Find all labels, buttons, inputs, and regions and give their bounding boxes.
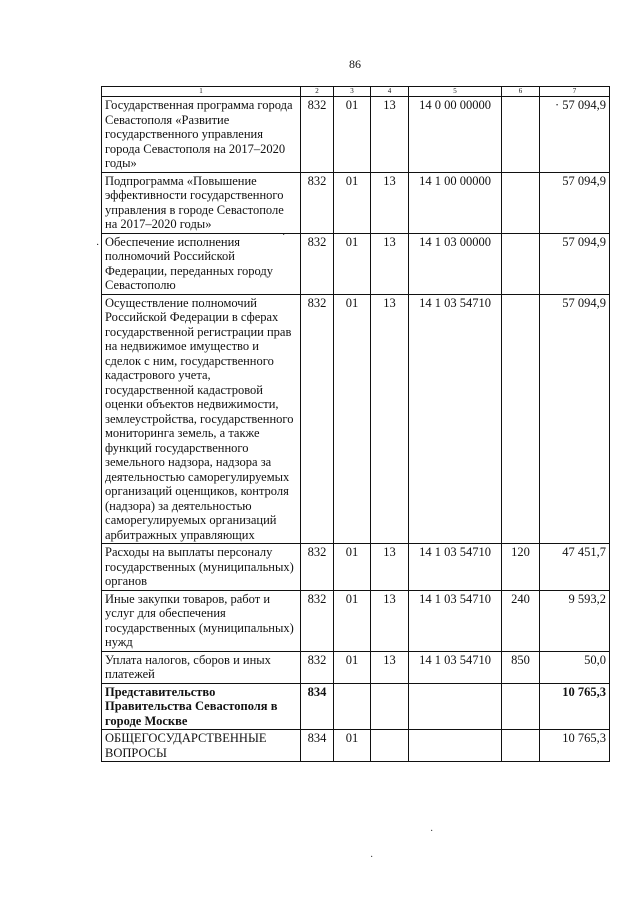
row-amount-cell: 47 451,7 xyxy=(540,544,610,591)
row-subsection-cell: 13 xyxy=(371,97,409,173)
row-subsection-cell: 13 xyxy=(371,294,409,544)
row-grbs-cell: 832 xyxy=(301,294,334,544)
row-section-cell: 01 xyxy=(334,172,371,233)
row-grbs-cell: 832 xyxy=(301,233,334,294)
row-grbs-cell: 834 xyxy=(301,683,334,730)
row-target-cell: 14 1 03 00000 xyxy=(409,233,502,294)
row-expense-type-cell: 850 xyxy=(502,651,540,683)
row-subsection-cell xyxy=(371,730,409,762)
row-name-cell: Государственная программа города Севастополя «Развитие государственного управления города Севастополя на 2017–2020 годы» xyxy=(102,97,301,173)
column-header: 7 xyxy=(540,87,610,97)
table-row xyxy=(102,294,610,544)
table-body xyxy=(102,97,610,762)
row-target-cell: 14 1 03 54710 xyxy=(409,590,502,651)
row-expense-type-cell xyxy=(502,683,540,730)
row-expense-type-cell: 120 xyxy=(502,544,540,591)
row-name-cell: Обеспечение исполнения полномочий Российской Федерации, переданных городу Севастополю xyxy=(102,233,301,294)
row-grbs-cell: 832 xyxy=(301,97,334,173)
row-target-cell: 14 1 03 54710 xyxy=(409,651,502,683)
row-subsection-cell: 13 xyxy=(371,233,409,294)
row-subsection-cell: 13 xyxy=(371,590,409,651)
row-name-cell: Расходы на выплаты персоналу государственных (муниципальных) органов xyxy=(102,544,301,591)
column-header: 6 xyxy=(502,87,540,97)
row-amount-cell: 57 094,9 xyxy=(540,172,610,233)
column-header: 4 xyxy=(371,87,409,97)
column-header: 1 xyxy=(102,87,301,97)
row-target-cell xyxy=(409,730,502,762)
scan-speck: · xyxy=(282,230,286,241)
row-expense-type-cell: 240 xyxy=(502,590,540,651)
row-name-cell: ОБЩЕГОСУДАРСТВЕННЫЕ ВОПРОСЫ xyxy=(102,730,301,762)
budget-table xyxy=(101,86,610,762)
row-target-cell: 14 1 03 54710 xyxy=(409,544,502,591)
column-header: 2 xyxy=(301,87,334,97)
row-subsection-cell: 13 xyxy=(371,172,409,233)
row-amount-cell: 9 593,2 xyxy=(540,590,610,651)
row-name-cell: Иные закупки товаров, работ и услуг для обеспечения государственных (муниципальных) нужд xyxy=(102,590,301,651)
row-amount-cell: 10 765,3 xyxy=(540,683,610,730)
row-expense-type-cell xyxy=(502,730,540,762)
row-section-cell: 01 xyxy=(334,233,371,294)
row-target-cell: 14 1 00 00000 xyxy=(409,172,502,233)
column-header: 5 xyxy=(409,87,502,97)
row-grbs-cell: 834 xyxy=(301,730,334,762)
row-amount-cell: 57 094,9 xyxy=(540,294,610,544)
table-row xyxy=(102,233,610,294)
column-header: 3 xyxy=(334,87,371,97)
row-target-cell: 14 1 03 54710 xyxy=(409,294,502,544)
row-subsection-cell xyxy=(371,683,409,730)
row-amount-cell: 10 765,3 xyxy=(540,730,610,762)
row-expense-type-cell xyxy=(502,233,540,294)
row-name-cell: Представительство Правительства Севастополя в городе Москве xyxy=(102,683,301,730)
table-row xyxy=(102,544,610,591)
scan-speck: · xyxy=(430,826,434,837)
row-amount-cell: 57 094,9 xyxy=(540,233,610,294)
row-grbs-cell: 832 xyxy=(301,172,334,233)
row-section-cell: 01 xyxy=(334,544,371,591)
table-row xyxy=(102,683,610,730)
header-row xyxy=(102,87,610,97)
row-grbs-cell: 832 xyxy=(301,651,334,683)
row-subsection-cell: 13 xyxy=(371,651,409,683)
row-expense-type-cell xyxy=(502,97,540,173)
page-number: 86 xyxy=(349,57,361,71)
scan-speck: · xyxy=(370,852,374,863)
row-section-cell: 01 xyxy=(334,294,371,544)
row-expense-type-cell xyxy=(502,294,540,544)
row-grbs-cell: 832 xyxy=(301,590,334,651)
margin-mark: · xyxy=(96,240,100,251)
row-name-cell: Уплата налогов, сборов и иных платежей xyxy=(102,651,301,683)
table-row xyxy=(102,651,610,683)
row-section-cell: 01 xyxy=(334,590,371,651)
row-name-cell: Подпрограмма «Повышение эффективности государственного управления в городе Севастополе на 2017–2020 годы» xyxy=(102,172,301,233)
row-target-cell xyxy=(409,683,502,730)
row-grbs-cell: 832 xyxy=(301,544,334,591)
table-row xyxy=(102,590,610,651)
table-row xyxy=(102,730,610,762)
row-section-cell: 01 xyxy=(334,651,371,683)
row-amount-cell: · 57 094,9 xyxy=(540,97,610,173)
row-section-cell xyxy=(334,683,371,730)
row-amount-cell: 50,0 xyxy=(540,651,610,683)
row-section-cell: 01 xyxy=(334,97,371,173)
row-name-cell: Осуществление полномочий Российской Федерации в сферах государственной регистрации прав на недвижимое имущество и сделок с ним, государственного кадастрового учета, государственной кадастровой оценки объектов недвижимости, землеустройства, государственного мониторинга земель, а также функций государственного земельного надзора, надзора за деятельностью саморегулируемых организаций оценщиков, контроля (надзора) за деятельностью саморегулируемых организаций арбитражных управляющих xyxy=(102,294,301,544)
row-expense-type-cell xyxy=(502,172,540,233)
row-target-cell: 14 0 00 00000 xyxy=(409,97,502,173)
table-row xyxy=(102,97,610,173)
row-subsection-cell: 13 xyxy=(371,544,409,591)
row-section-cell: 01 xyxy=(334,730,371,762)
table-row xyxy=(102,172,610,233)
